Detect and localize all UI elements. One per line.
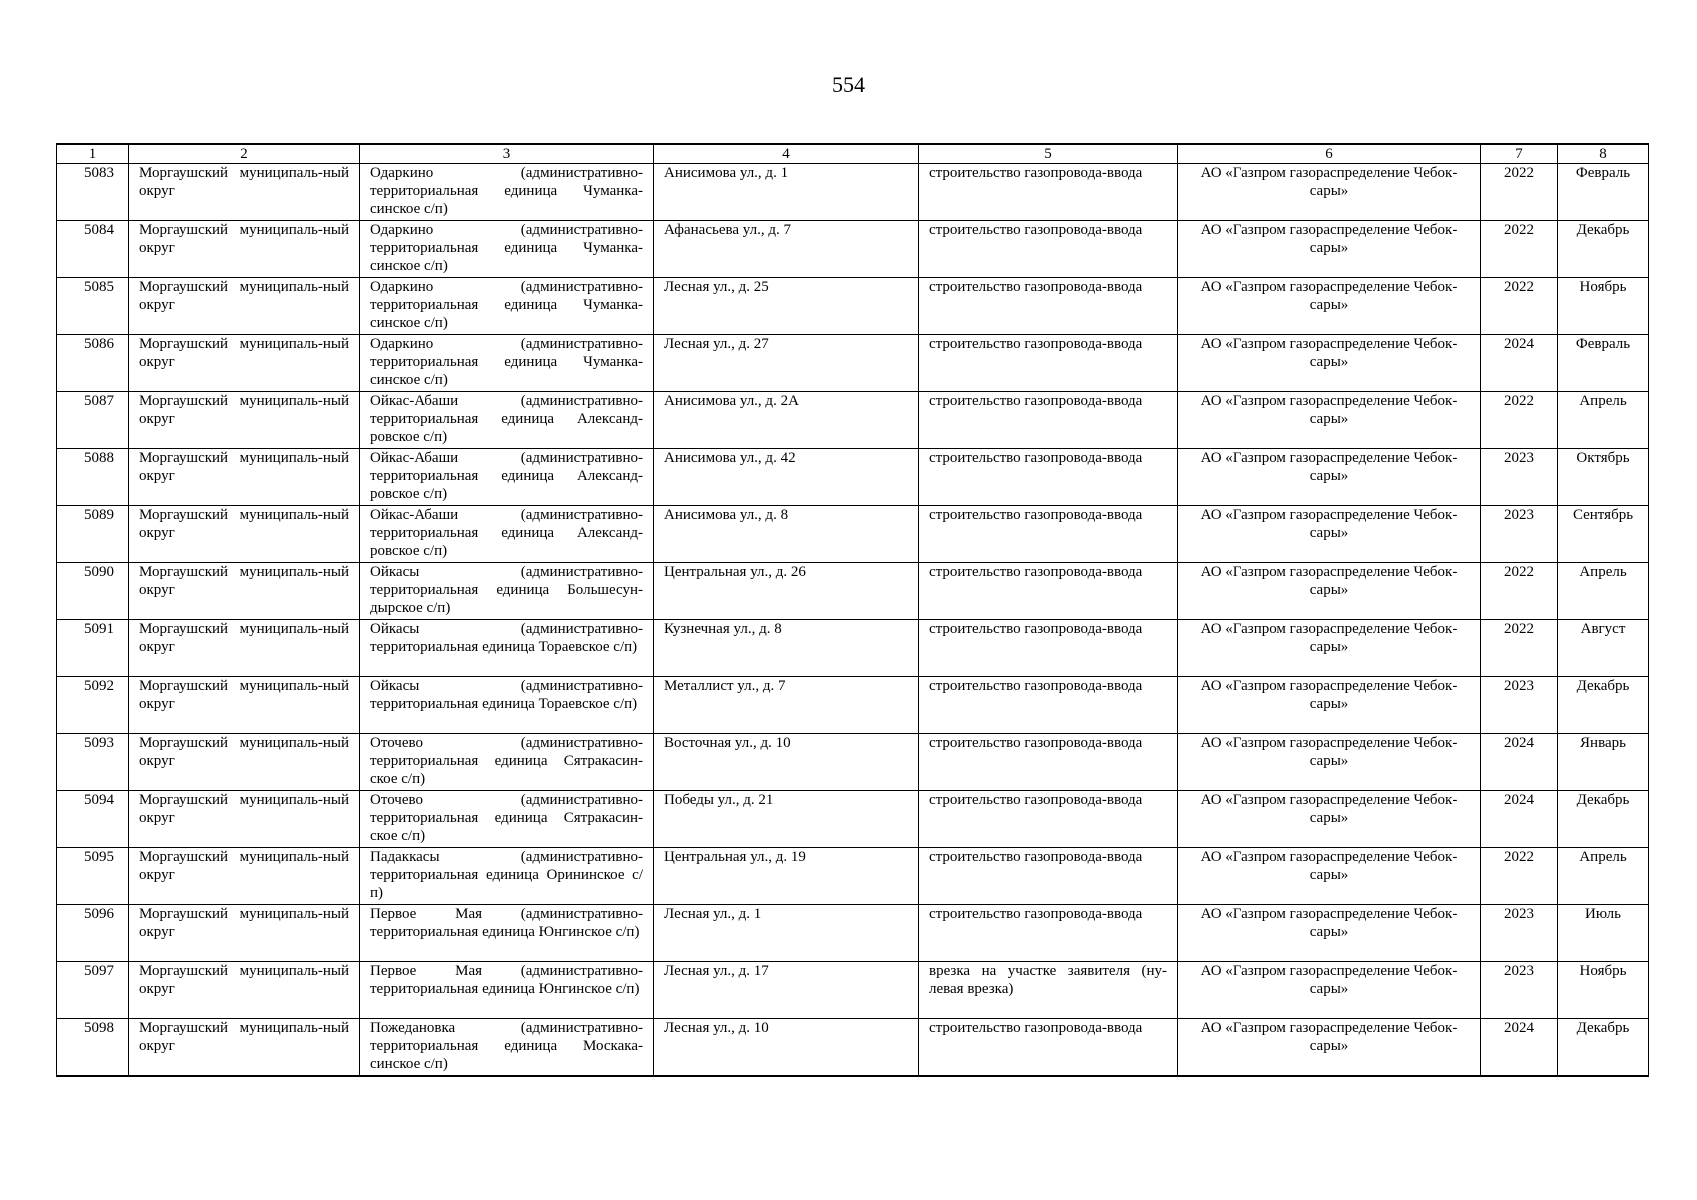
work-type-cell: строительство газопровода-ввода: [919, 278, 1178, 335]
month-cell: Ноябрь: [1558, 962, 1649, 1019]
work-type-cell: врезка на участке заявителя (ну-левая врезка): [919, 962, 1178, 1019]
year-cell: 2023: [1481, 449, 1558, 506]
month-cell: Декабрь: [1558, 677, 1649, 734]
table-row: [57, 734, 1649, 791]
month-cell: Июль: [1558, 905, 1649, 962]
row-number-cell: 5093: [57, 734, 129, 791]
year-cell: 2024: [1481, 335, 1558, 392]
row-number-cell: 5096: [57, 905, 129, 962]
row-number-cell: 5086: [57, 335, 129, 392]
table-row: [57, 620, 1649, 677]
month-cell: Август: [1558, 620, 1649, 677]
address-cell: Афанасьева ул., д. 7: [654, 221, 919, 278]
table-row: [57, 335, 1649, 392]
column-header: 5: [919, 144, 1178, 164]
organization-cell: АО «Газпром газораспределение Чебок-сары»: [1178, 335, 1481, 392]
address-cell: Лесная ул., д. 1: [654, 905, 919, 962]
district-cell: Моргаушский муниципаль-ный округ: [129, 1019, 360, 1076]
row-number-cell: 5088: [57, 449, 129, 506]
address-cell: Восточная ул., д. 10: [654, 734, 919, 791]
month-cell: Апрель: [1558, 848, 1649, 905]
settlement-cell: Оточево (административно-территориальная единица Сятракасин-ское с/п): [360, 791, 654, 848]
organization-cell: АО «Газпром газораспределение Чебок-сары»: [1178, 620, 1481, 677]
year-cell: 2022: [1481, 164, 1558, 221]
month-cell: Апрель: [1558, 563, 1649, 620]
column-header: 6: [1178, 144, 1481, 164]
column-number-row: [57, 144, 1649, 164]
district-cell: Моргаушский муниципаль-ный округ: [129, 677, 360, 734]
row-number-cell: 5090: [57, 563, 129, 620]
address-cell: Центральная ул., д. 26: [654, 563, 919, 620]
address-cell: Лесная ул., д. 27: [654, 335, 919, 392]
table-row: [57, 962, 1649, 1019]
organization-cell: АО «Газпром газораспределение Чебок-сары»: [1178, 506, 1481, 563]
district-cell: Моргаушский муниципаль-ный округ: [129, 563, 360, 620]
row-number-cell: 5097: [57, 962, 129, 1019]
column-header: 8: [1558, 144, 1649, 164]
settlement-cell: Первое Мая (административно-территориальная единица Юнгинское с/п): [360, 962, 654, 1019]
work-type-cell: строительство газопровода-ввода: [919, 164, 1178, 221]
address-cell: Анисимова ул., д. 8: [654, 506, 919, 563]
month-cell: Сентябрь: [1558, 506, 1649, 563]
row-number-cell: 5085: [57, 278, 129, 335]
data-table: [56, 143, 1649, 1077]
work-type-cell: строительство газопровода-ввода: [919, 734, 1178, 791]
organization-cell: АО «Газпром газораспределение Чебок-сары»: [1178, 734, 1481, 791]
year-cell: 2022: [1481, 620, 1558, 677]
table-row: [57, 392, 1649, 449]
work-type-cell: строительство газопровода-ввода: [919, 905, 1178, 962]
settlement-cell: Пожедановка (административно-территориальная единица Москака-синское с/п): [360, 1019, 654, 1076]
year-cell: 2022: [1481, 221, 1558, 278]
address-cell: Анисимова ул., д. 1: [654, 164, 919, 221]
district-cell: Моргаушский муниципаль-ный округ: [129, 620, 360, 677]
row-number-cell: 5092: [57, 677, 129, 734]
address-cell: Победы ул., д. 21: [654, 791, 919, 848]
row-number-cell: 5094: [57, 791, 129, 848]
column-header: 7: [1481, 144, 1558, 164]
table-row: [57, 164, 1649, 221]
table-row: [57, 791, 1649, 848]
month-cell: Декабрь: [1558, 1019, 1649, 1076]
district-cell: Моргаушский муниципаль-ный округ: [129, 449, 360, 506]
settlement-cell: Ойкасы (административно-территориальная единица Тораевское с/п): [360, 677, 654, 734]
district-cell: Моргаушский муниципаль-ный округ: [129, 791, 360, 848]
district-cell: Моргаушский муниципаль-ный округ: [129, 278, 360, 335]
address-cell: Лесная ул., д. 25: [654, 278, 919, 335]
settlement-cell: Ойкасы (административно-территориальная единица Большесун-дырское с/п): [360, 563, 654, 620]
column-header: 1: [57, 144, 129, 164]
month-cell: Февраль: [1558, 164, 1649, 221]
page-number: 554: [832, 72, 865, 97]
district-cell: Моргаушский муниципаль-ный округ: [129, 221, 360, 278]
district-cell: Моргаушский муниципаль-ный округ: [129, 392, 360, 449]
settlement-cell: Оточево (административно-территориальная единица Сятракасин-ское с/п): [360, 734, 654, 791]
district-cell: Моргаушский муниципаль-ный округ: [129, 506, 360, 563]
settlement-cell: Одаркино (административно-территориальная единица Чуманка-синское с/п): [360, 221, 654, 278]
column-header: 4: [654, 144, 919, 164]
column-header: 3: [360, 144, 654, 164]
month-cell: Октябрь: [1558, 449, 1649, 506]
organization-cell: АО «Газпром газораспределение Чебок-сары»: [1178, 563, 1481, 620]
address-cell: Центральная ул., д. 19: [654, 848, 919, 905]
work-type-cell: строительство газопровода-ввода: [919, 563, 1178, 620]
table-row: [57, 221, 1649, 278]
year-cell: 2024: [1481, 1019, 1558, 1076]
year-cell: 2022: [1481, 848, 1558, 905]
organization-cell: АО «Газпром газораспределение Чебок-сары»: [1178, 278, 1481, 335]
organization-cell: АО «Газпром газораспределение Чебок-сары»: [1178, 677, 1481, 734]
year-cell: 2022: [1481, 563, 1558, 620]
month-cell: Февраль: [1558, 335, 1649, 392]
organization-cell: АО «Газпром газораспределение Чебок-сары»: [1178, 905, 1481, 962]
year-cell: 2023: [1481, 677, 1558, 734]
table-row: [57, 278, 1649, 335]
work-type-cell: строительство газопровода-ввода: [919, 620, 1178, 677]
district-cell: Моргаушский муниципаль-ный округ: [129, 962, 360, 1019]
organization-cell: АО «Газпром газораспределение Чебок-сары»: [1178, 1019, 1481, 1076]
organization-cell: АО «Газпром газораспределение Чебок-сары»: [1178, 848, 1481, 905]
column-header: 2: [129, 144, 360, 164]
settlement-cell: Падаккасы (административно-территориальная единица Орининское с/п): [360, 848, 654, 905]
settlement-cell: Первое Мая (административно-территориальная единица Юнгинское с/п): [360, 905, 654, 962]
row-number-cell: 5091: [57, 620, 129, 677]
work-type-cell: строительство газопровода-ввода: [919, 848, 1178, 905]
row-number-cell: 5084: [57, 221, 129, 278]
month-cell: Ноябрь: [1558, 278, 1649, 335]
address-cell: Лесная ул., д. 10: [654, 1019, 919, 1076]
district-cell: Моргаушский муниципаль-ный округ: [129, 164, 360, 221]
settlement-cell: Ойкас-Абаши (административно-территориальная единица Александ-ровское с/п): [360, 506, 654, 563]
year-cell: 2024: [1481, 791, 1558, 848]
district-cell: Моргаушский муниципаль-ный округ: [129, 905, 360, 962]
table-row: [57, 1019, 1649, 1076]
month-cell: Декабрь: [1558, 791, 1649, 848]
table-row: [57, 848, 1649, 905]
work-type-cell: строительство газопровода-ввода: [919, 506, 1178, 563]
address-cell: Металлист ул., д. 7: [654, 677, 919, 734]
address-cell: Кузнечная ул., д. 8: [654, 620, 919, 677]
month-cell: Январь: [1558, 734, 1649, 791]
address-cell: Анисимова ул., д. 42: [654, 449, 919, 506]
year-cell: 2023: [1481, 962, 1558, 1019]
organization-cell: АО «Газпром газораспределение Чебок-сары»: [1178, 449, 1481, 506]
year-cell: 2023: [1481, 905, 1558, 962]
table-body: [57, 164, 1649, 1076]
year-cell: 2024: [1481, 734, 1558, 791]
organization-cell: АО «Газпром газораспределение Чебок-сары»: [1178, 962, 1481, 1019]
work-type-cell: строительство газопровода-ввода: [919, 449, 1178, 506]
work-type-cell: строительство газопровода-ввода: [919, 677, 1178, 734]
row-number-cell: 5095: [57, 848, 129, 905]
district-cell: Моргаушский муниципаль-ный округ: [129, 335, 360, 392]
year-cell: 2022: [1481, 278, 1558, 335]
work-type-cell: строительство газопровода-ввода: [919, 392, 1178, 449]
address-cell: Анисимова ул., д. 2А: [654, 392, 919, 449]
table-row: [57, 506, 1649, 563]
settlement-cell: Ойкас-Абаши (административно-территориальная единица Александ-ровское с/п): [360, 392, 654, 449]
organization-cell: АО «Газпром газораспределение Чебок-сары»: [1178, 221, 1481, 278]
organization-cell: АО «Газпром газораспределение Чебок-сары»: [1178, 392, 1481, 449]
month-cell: Декабрь: [1558, 221, 1649, 278]
work-type-cell: строительство газопровода-ввода: [919, 1019, 1178, 1076]
work-type-cell: строительство газопровода-ввода: [919, 221, 1178, 278]
district-cell: Моргаушский муниципаль-ный округ: [129, 848, 360, 905]
row-number-cell: 5089: [57, 506, 129, 563]
work-type-cell: строительство газопровода-ввода: [919, 335, 1178, 392]
work-type-cell: строительство газопровода-ввода: [919, 791, 1178, 848]
month-cell: Апрель: [1558, 392, 1649, 449]
table-row: [57, 563, 1649, 620]
row-number-cell: 5087: [57, 392, 129, 449]
settlement-cell: Одаркино (административно-территориальная единица Чуманка-синское с/п): [360, 335, 654, 392]
district-cell: Моргаушский муниципаль-ный округ: [129, 734, 360, 791]
table-row: [57, 677, 1649, 734]
settlement-cell: Ойкас-Абаши (административно-территориальная единица Александ-ровское с/п): [360, 449, 654, 506]
settlement-cell: Одаркино (административно-территориальная единица Чуманка-синское с/п): [360, 164, 654, 221]
organization-cell: АО «Газпром газораспределение Чебок-сары»: [1178, 791, 1481, 848]
settlement-cell: Одаркино (административно-территориальная единица Чуманка-синское с/п): [360, 278, 654, 335]
address-cell: Лесная ул., д. 17: [654, 962, 919, 1019]
row-number-cell: 5083: [57, 164, 129, 221]
year-cell: 2023: [1481, 506, 1558, 563]
organization-cell: АО «Газпром газораспределение Чебок-сары»: [1178, 164, 1481, 221]
settlement-cell: Ойкасы (административно-территориальная единица Тораевское с/п): [360, 620, 654, 677]
year-cell: 2022: [1481, 392, 1558, 449]
table-row: [57, 905, 1649, 962]
row-number-cell: 5098: [57, 1019, 129, 1076]
table-row: [57, 449, 1649, 506]
